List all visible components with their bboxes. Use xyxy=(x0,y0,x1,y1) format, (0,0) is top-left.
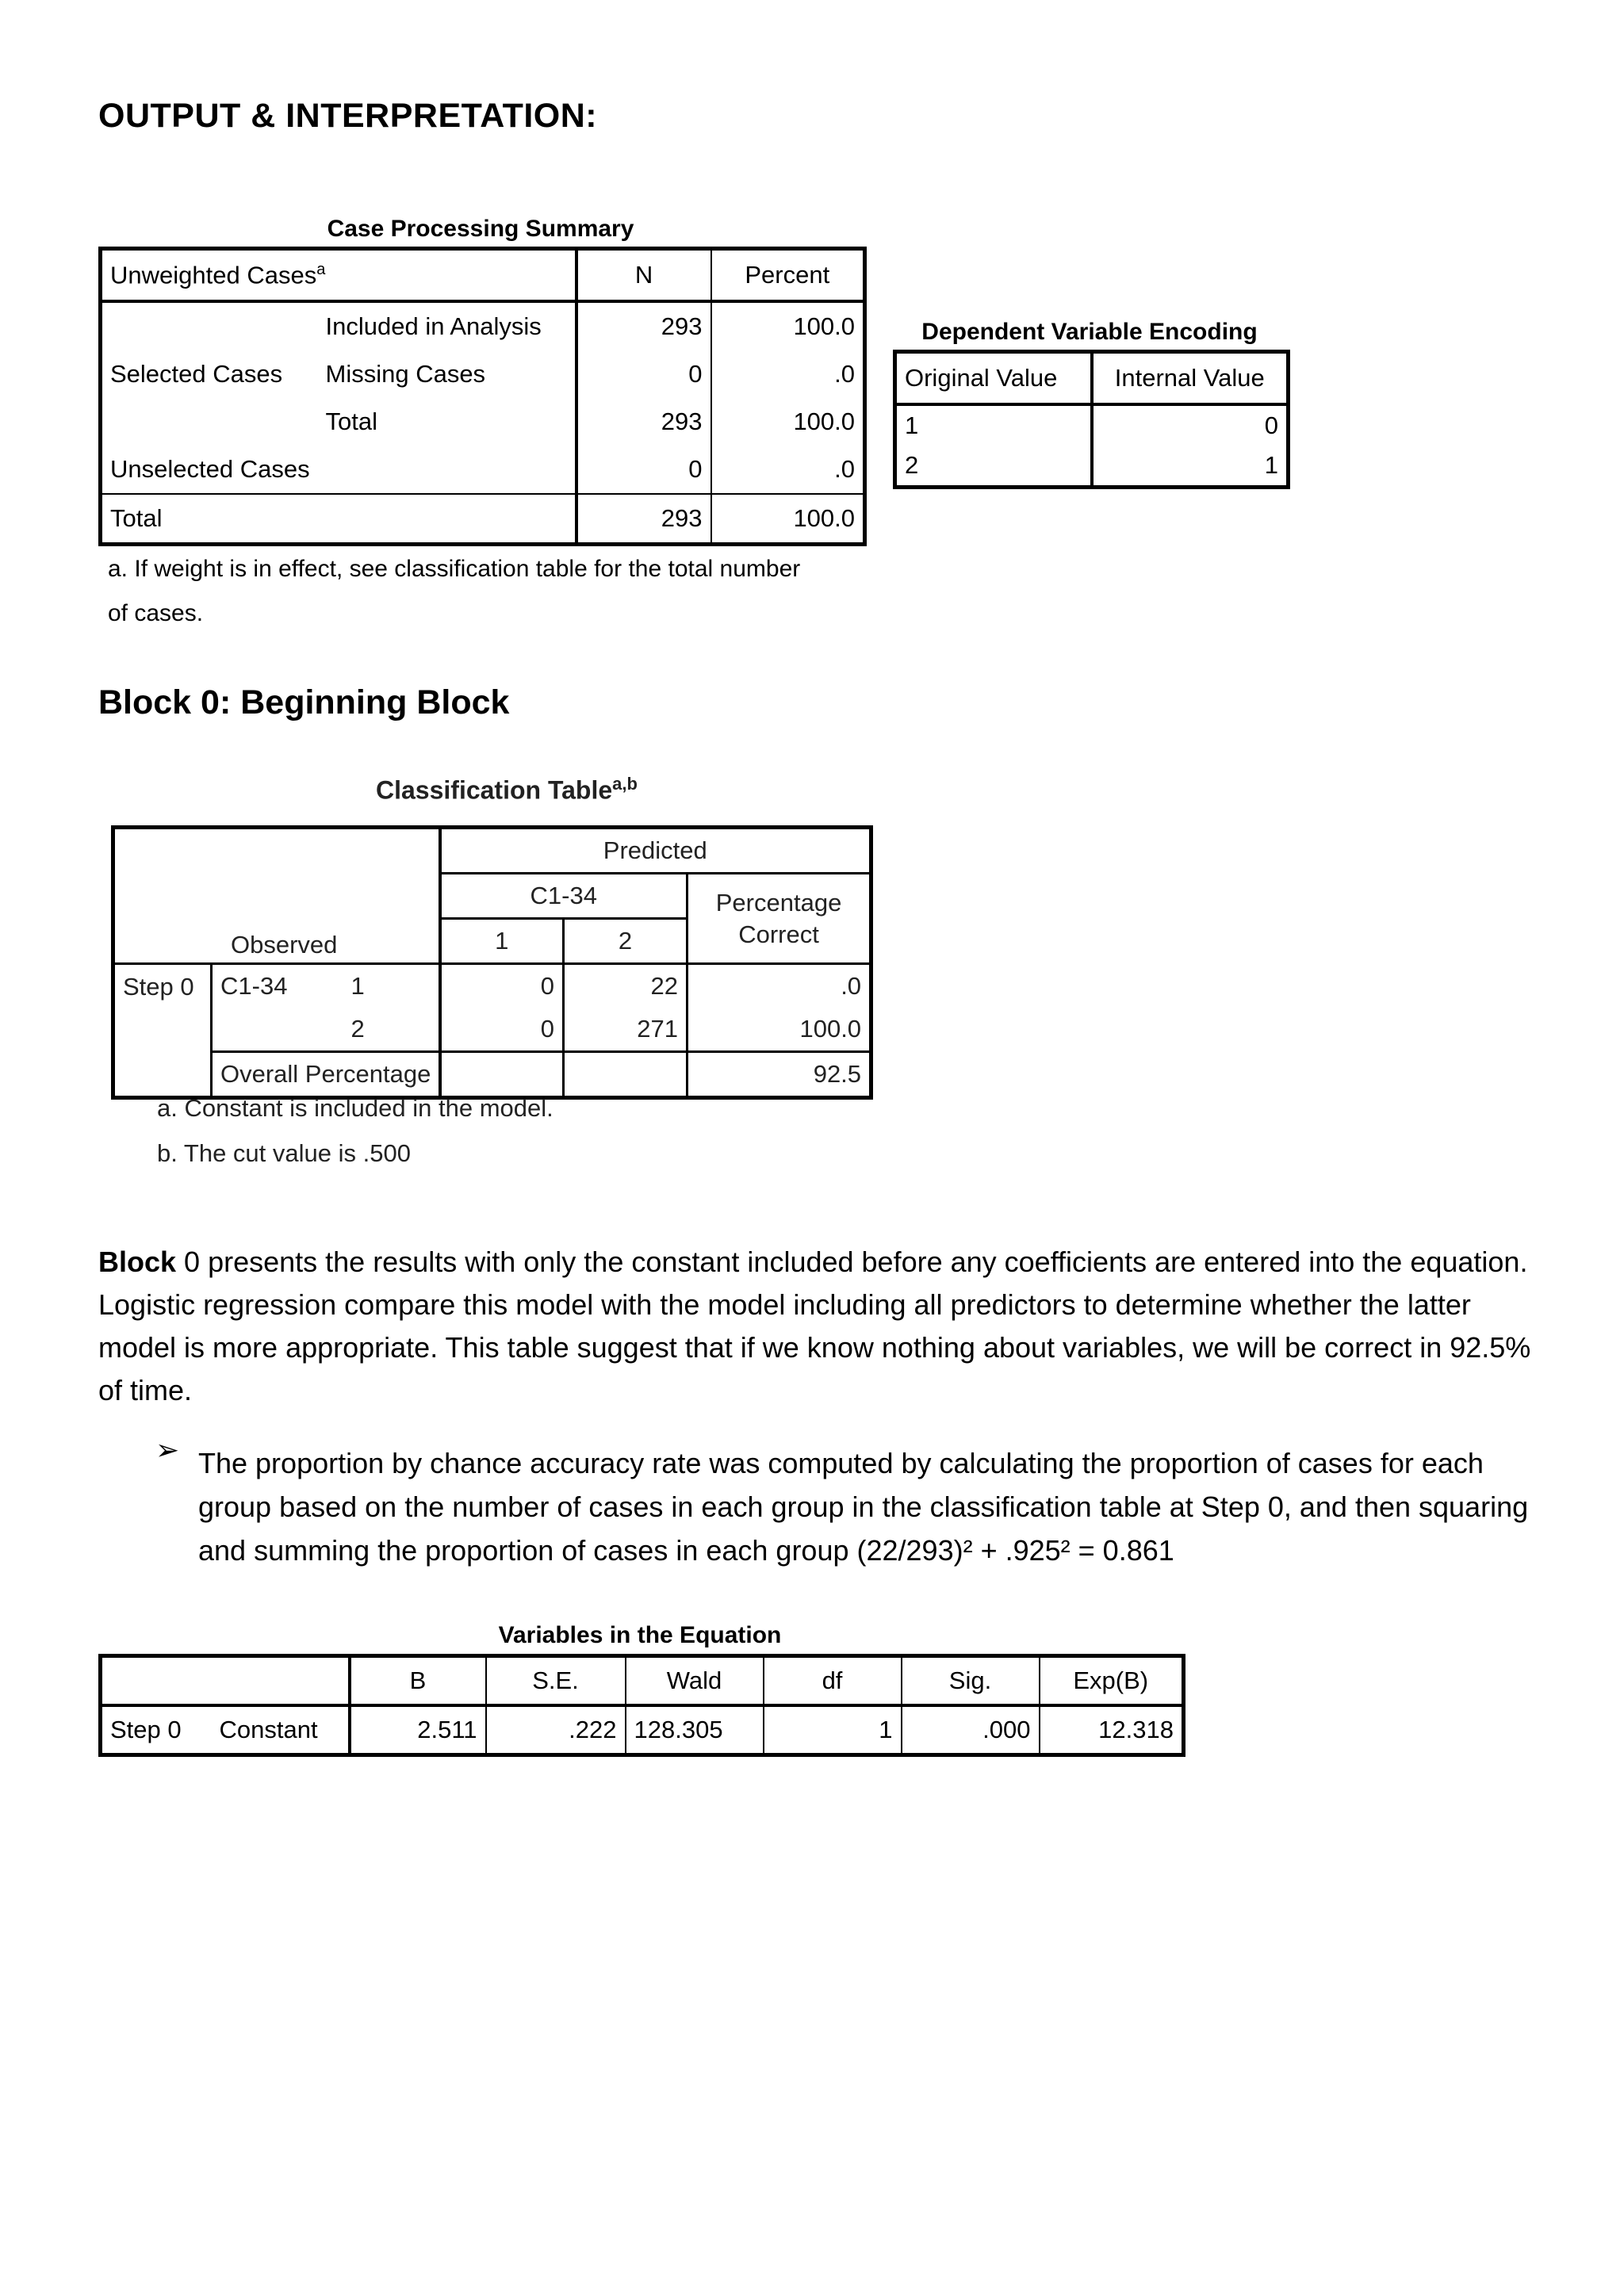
header-sig: Sig. xyxy=(902,1656,1040,1706)
table-row xyxy=(101,1705,1184,1755)
row-label: Total xyxy=(325,408,377,435)
header-pred-2: 2 xyxy=(564,919,688,964)
row-label: Included in Analysis xyxy=(325,312,542,340)
table-row xyxy=(101,398,865,446)
cell-p1: 0 xyxy=(440,1008,564,1052)
cell-expb: 12.318 xyxy=(1040,1705,1184,1755)
header-b: B xyxy=(350,1656,486,1706)
header-expb: Exp(B) xyxy=(1040,1656,1184,1706)
table-row xyxy=(101,494,865,545)
case-processing-title: Case Processing Summary xyxy=(327,216,634,242)
header-predicted: Predicted xyxy=(440,828,871,874)
table-row xyxy=(101,249,865,302)
header-unweighted-cases: Unweighted Cases$^a$ xyxy=(101,249,576,302)
table-row xyxy=(895,404,1289,446)
cell-df: 1 xyxy=(764,1705,902,1755)
cell-n: 0 xyxy=(576,446,711,494)
cell-n: 293 xyxy=(576,301,711,350)
cell-n: 293 xyxy=(576,398,711,446)
cell-original: 1 xyxy=(905,411,919,439)
table-row xyxy=(895,352,1289,405)
header-pred-1: 1 xyxy=(440,919,564,964)
footnote-line: a. If weight is in effect, see classification table for the total number xyxy=(108,556,801,582)
table-row xyxy=(101,446,865,494)
table-row xyxy=(113,1008,871,1052)
cell-p2: 271 xyxy=(564,1008,688,1052)
overall-label: Overall Percentage xyxy=(212,1052,440,1098)
dependent-encoding-title: Dependent Variable Encoding xyxy=(921,319,1258,345)
classification-footnote-b: b. The cut value is .500 xyxy=(157,1139,411,1167)
cell-b: 2.511 xyxy=(350,1705,486,1755)
classification-table xyxy=(111,825,873,1100)
table-row xyxy=(113,964,871,1008)
row-var: C1-34 xyxy=(220,972,288,1000)
step-label: Step 0 xyxy=(113,964,212,1098)
interpretation-paragraph xyxy=(98,1241,1549,1412)
block0-heading: Block 0: Beginning Block xyxy=(98,683,510,721)
bullet-text: The proportion by chance accuracy rate was computed by calculating the proportion of cases for each group based on the number of cases in each group in the classification table at Step 0, and then squaring and summing the proportion of cases in each group (22/293)² + .925² = 0.861 xyxy=(198,1447,1529,1567)
cell-percent: 100.0 xyxy=(711,398,865,446)
header-wald: Wald xyxy=(626,1656,764,1706)
cell-n: 293 xyxy=(576,494,711,545)
cell-sig: .000 xyxy=(902,1705,1040,1755)
header-var: C1-34 xyxy=(440,874,688,919)
header-df: df xyxy=(764,1656,902,1706)
case-processing-footnote xyxy=(108,547,869,636)
row-cat: 1 xyxy=(350,972,365,1000)
variables-equation-table xyxy=(98,1654,1185,1757)
cell-percent: .0 xyxy=(711,350,865,398)
classification-title: Classification Table$^{a,b}$ xyxy=(376,774,638,805)
cell-internal: 1 xyxy=(1092,446,1289,488)
observed-header-cell xyxy=(113,828,440,964)
table-row xyxy=(101,1656,1184,1706)
table-row xyxy=(113,828,871,874)
page-heading: OUTPUT & INTERPRETATION: xyxy=(98,97,598,135)
row-cat: 2 xyxy=(350,1015,365,1043)
dependent-encoding-table xyxy=(893,350,1290,489)
header-n: N xyxy=(576,249,711,302)
paragraph-bold-lead: Block xyxy=(98,1246,177,1278)
row-group xyxy=(101,398,318,446)
cell-pct: 100.0 xyxy=(688,1008,871,1052)
term-label: Constant xyxy=(219,1716,318,1743)
variables-equation-title: Variables in the Equation xyxy=(498,1622,782,1648)
cell-p2: 22 xyxy=(564,964,688,1008)
footnote-line: of cases. xyxy=(108,600,204,626)
case-processing-table xyxy=(98,247,867,546)
header-percent: Percent xyxy=(711,249,865,302)
header-pct-correct: Percentage Correct xyxy=(688,874,871,964)
header-internal-value: Internal Value xyxy=(1092,352,1289,405)
step-label: Step 0 xyxy=(110,1716,182,1743)
table-row xyxy=(101,350,865,398)
cell-p1: 0 xyxy=(440,964,564,1008)
classification-footnote-a: a. Constant is included in the model. xyxy=(157,1094,553,1122)
row-group: Selected Cases xyxy=(110,360,283,388)
row-label: Missing Cases xyxy=(325,360,486,388)
cell-percent: 100.0 xyxy=(711,301,865,350)
cell-original: 2 xyxy=(905,451,919,479)
cell-internal: 0 xyxy=(1092,404,1289,446)
header-se: S.E. xyxy=(486,1656,626,1706)
cell-wald: 128.305 xyxy=(626,1705,764,1755)
cell-pct: .0 xyxy=(688,964,871,1008)
table-row xyxy=(113,1052,871,1098)
row-group: Unselected Cases xyxy=(110,455,310,483)
table-row xyxy=(101,301,865,350)
cell-se: .222 xyxy=(486,1705,626,1755)
overall-pct: 92.5 xyxy=(688,1052,871,1098)
cell-n: 0 xyxy=(576,350,711,398)
row-group xyxy=(101,301,318,350)
header-original-value: Original Value xyxy=(895,352,1092,405)
paragraph-text: 0 presents the results with only the constant included before any coefficients are entered into the equation. Logistic regression compare this model with the model including all predictors to determine whether the latter model is more appropriate. This table suggest that if we know nothing about variables, we will be correct in 92.5% of time. xyxy=(98,1246,1531,1406)
bullet-arrow-icon: ➢ xyxy=(155,1433,180,1466)
cell-percent: .0 xyxy=(711,446,865,494)
cell-percent: 100.0 xyxy=(711,494,865,545)
table-row xyxy=(895,446,1289,488)
row-group: Total xyxy=(101,494,576,545)
header-observed: Observed xyxy=(231,931,338,959)
